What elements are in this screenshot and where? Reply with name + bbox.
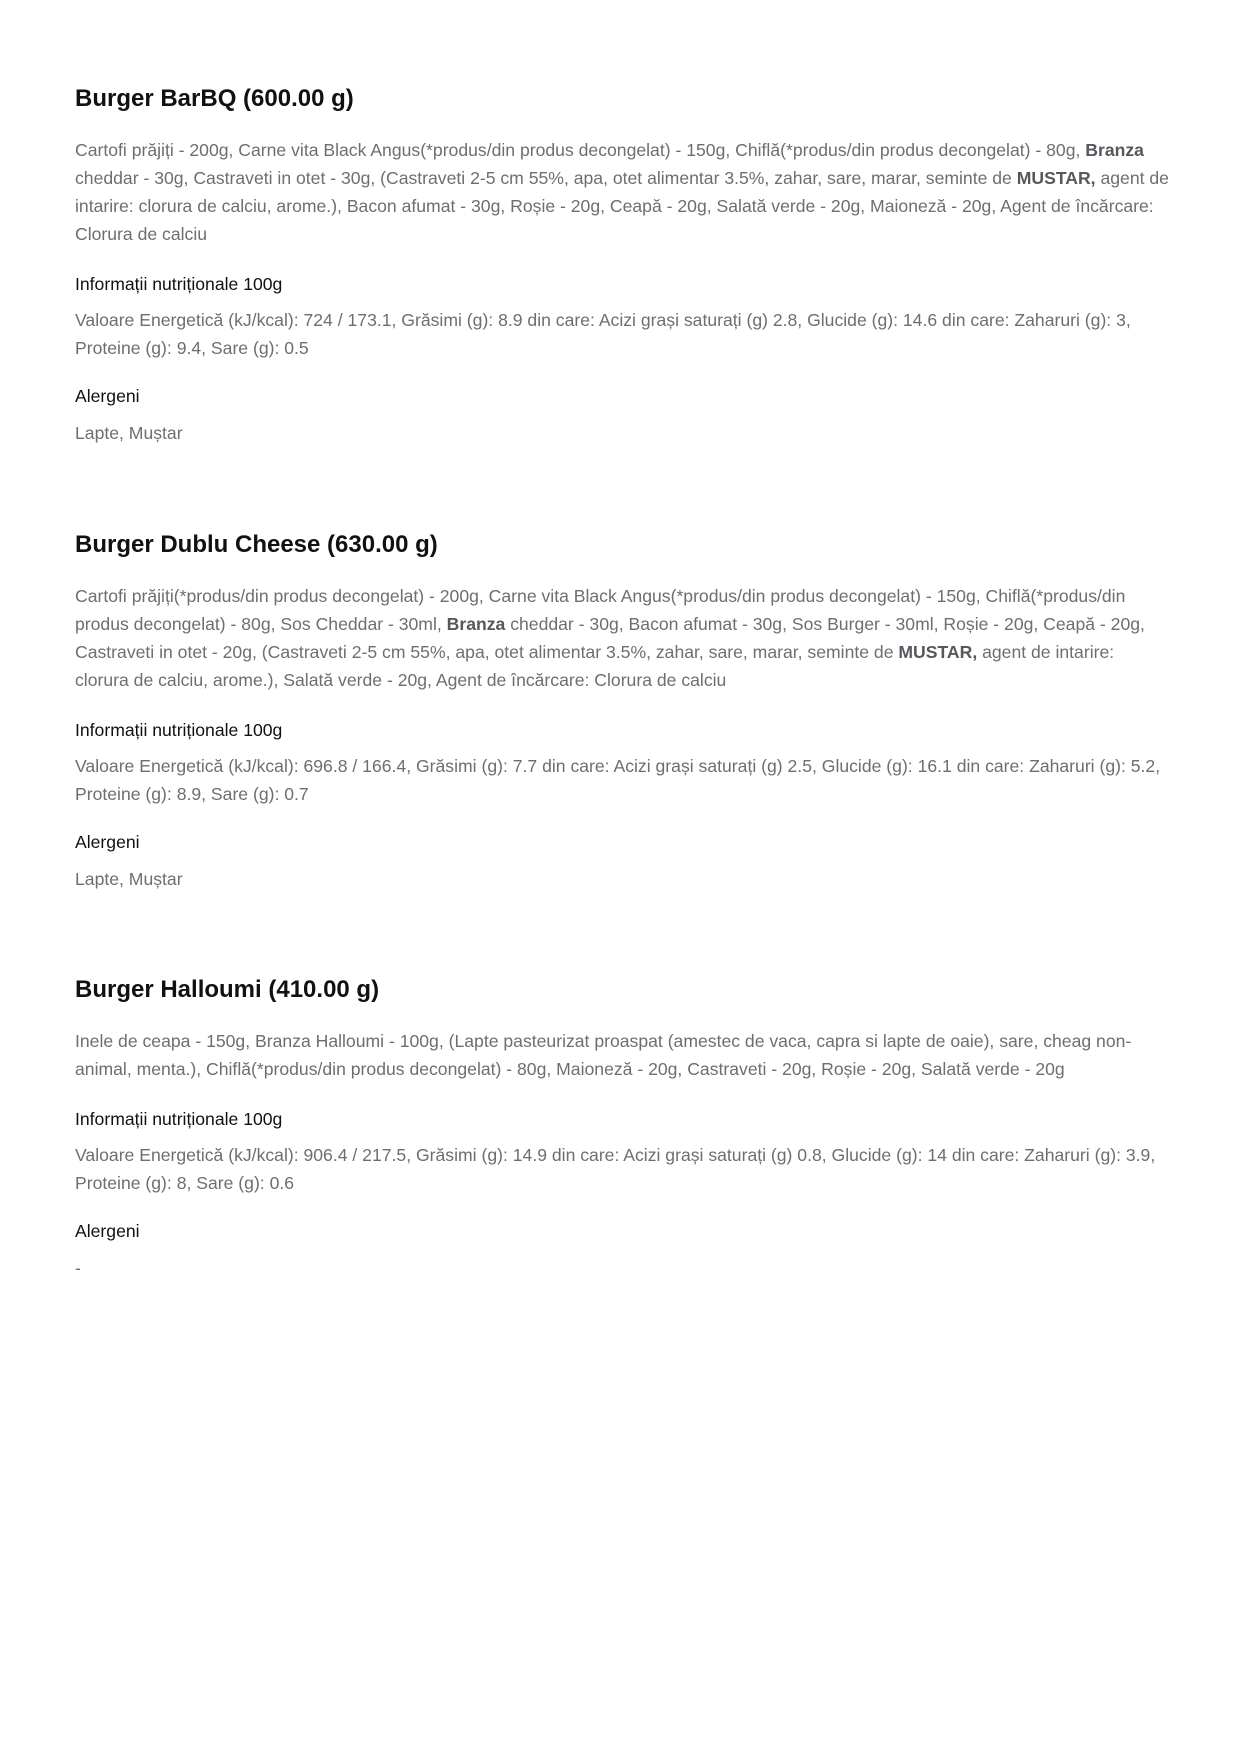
allergens-label: Alergeni [75, 386, 140, 406]
nutrition-values: Valoare Energetică (kJ/kcal): 906.4 / 217.5, Grăsimi (g): 14.9 din care: Acizi grași saturați (g) 0.8, Glucide (g): 14 din care: Zaharuri (g): 3.9, Proteine (g): 8, Sare (g): 0.6 [75, 1145, 1156, 1193]
product-title: Burger BarBQ (600.00 g) [75, 85, 354, 112]
ingredients-text [75, 582, 1170, 694]
allergens-values: - [75, 1258, 81, 1278]
ingredient-highlight: MUSTAR, [1016, 168, 1096, 188]
allergens-label: Alergeni [75, 832, 140, 852]
ingredient-segment: agent de intarire: clorura de calciu, arome.), Salată verde - 20g, Agent de încărcare: Clorura de calciu [75, 642, 1115, 690]
product-burger-barbq [75, 84, 1170, 446]
nutrition-values: Valoare Energetică (kJ/kcal): 724 / 173.1, Grăsimi (g): 8.9 din care: Acizi grași saturați (g) 2.8, Glucide (g): 14.6 din care: Zaharuri (g): 3, Proteine (g): 9.4, Sare (g): 0.5 [75, 310, 1131, 358]
ingredient-highlight: MUSTAR, [898, 642, 978, 662]
product-title: Burger Halloumi (410.00 g) [75, 976, 380, 1003]
ingredient-segment: Cartofi prăjiți - 200g, Carne vita Black Angus(*produs/din produs decongelat) - 150g, Chiflă(*produs/din produs decongelat) - 80g, [75, 140, 1086, 160]
nutrition-values: Valoare Energetică (kJ/kcal): 696.8 / 166.4, Grăsimi (g): 7.7 din care: Acizi grași saturați (g) 2.5, Glucide (g): 16.1 din care: Zaharuri (g): 5.2, Proteine (g): 8.9, Sare (g): 0.7 [75, 756, 1161, 804]
product-title: Burger Dublu Cheese (630.00 g) [75, 531, 438, 558]
ingredient-highlight: Branza [446, 614, 506, 634]
ingredient-segment: cheddar - 30g, Bacon afumat - 30g, Sos Burger - 30ml, Roșie - 20g, Ceapă - 20g, Castraveti in otet - 20g, (Castraveti 2-5 cm 55%, apa, otet alimentar 3.5%, zahar, sare, marar, seminte de [75, 614, 1145, 662]
allergens-values: Lapte, Muștar [75, 869, 183, 889]
nutrition-label: Informații nutriționale 100g [75, 274, 283, 294]
product-burger-halloumi [75, 975, 1170, 1281]
ingredient-segment: Inele de ceapa - 150g, Branza Halloumi - 100g, (Lapte pasteurizat proaspat (amestec de vaca, capra si lapte de oaie), sare, cheag non-animal, menta.), Chiflă(*produs/din produs decongelat) - 80g, Maioneză - 20g, Castraveti - 20g, Roșie - 20g, Salată verde - 20g [75, 1031, 1132, 1079]
ingredients-text [75, 1027, 1170, 1083]
ingredients-text [75, 136, 1170, 248]
nutrition-label: Informații nutriționale 100g [75, 1109, 283, 1129]
ingredient-segment: Cartofi prăjiți(*produs/din produs decongelat) - 200g, Carne vita Black Angus(*produs/din produs decongelat) - 150g, Chiflă(*produs/din produs decongelat) - 80g, Sos Cheddar - 30ml, [75, 586, 1126, 634]
nutrition-label: Informații nutriționale 100g [75, 720, 283, 740]
ingredient-highlight: Branza [1085, 140, 1144, 160]
ingredient-segment: cheddar - 30g, Castraveti in otet - 30g, (Castraveti 2-5 cm 55%, apa, otet alimentar 3.5%, zahar, sare, marar, seminte de [75, 168, 1017, 188]
ingredient-segment: agent de intarire: clorura de calciu, arome.), Bacon afumat - 30g, Roșie - 20g, Ceapă - 20g, Salată verde - 20g, Maioneză - 20g, Agent de încărcare: Clorura de calciu [75, 168, 1169, 244]
product-burger-dublu-cheese [75, 530, 1170, 892]
allergens-label: Alergeni [75, 1221, 140, 1241]
allergens-values: Lapte, Muștar [75, 423, 183, 443]
